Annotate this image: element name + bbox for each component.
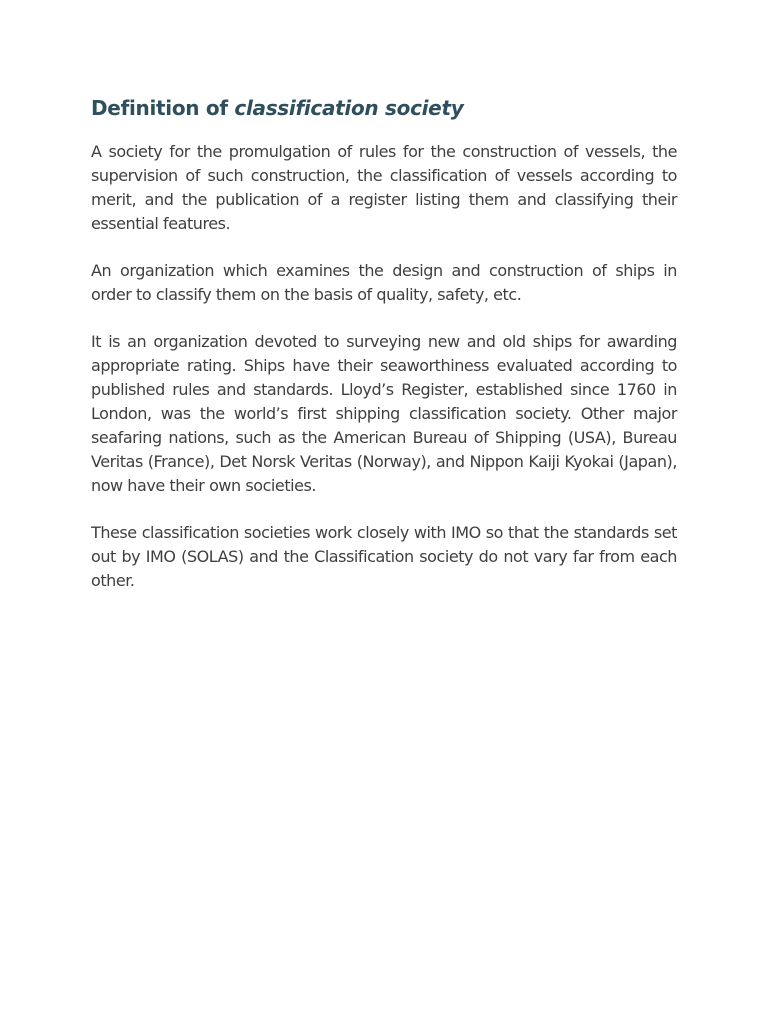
page-title	[91, 92, 677, 124]
paragraph-3: It is an organization devoted to surveying new and old ships for awarding appropriate rating. Ships have their seaworthiness evaluated according to published rules and standards. Lloyd’s Register, established since 1760 in London, was the world’s first shipping classification society. Other major seafaring nations, such as the American Bureau of Shipping (USA), Bureau Veritas (France), Det Norsk Veritas (Norway), and Nippon Kaiji Kyokai (Japan), now have their own societies.	[91, 332, 677, 495]
paragraph-2: An organization which examines the design and construction of ships in order to classify them on the basis of quality, safety, etc.	[91, 261, 677, 304]
paragraph-1: A society for the promulgation of rules for the construction of vessels, the supervision of such construction, the classification of vessels according to merit, and the publication of a register listing them and classifying their essential features.	[91, 142, 677, 233]
title-term: classification society	[234, 96, 464, 120]
document-page	[91, 92, 677, 616]
title-prefix: Definition of	[91, 96, 235, 120]
paragraph-4: These classification societies work closely with IMO so that the standards set out by IMO (SOLAS) and the Classification society do not vary far from each other.	[91, 523, 677, 590]
